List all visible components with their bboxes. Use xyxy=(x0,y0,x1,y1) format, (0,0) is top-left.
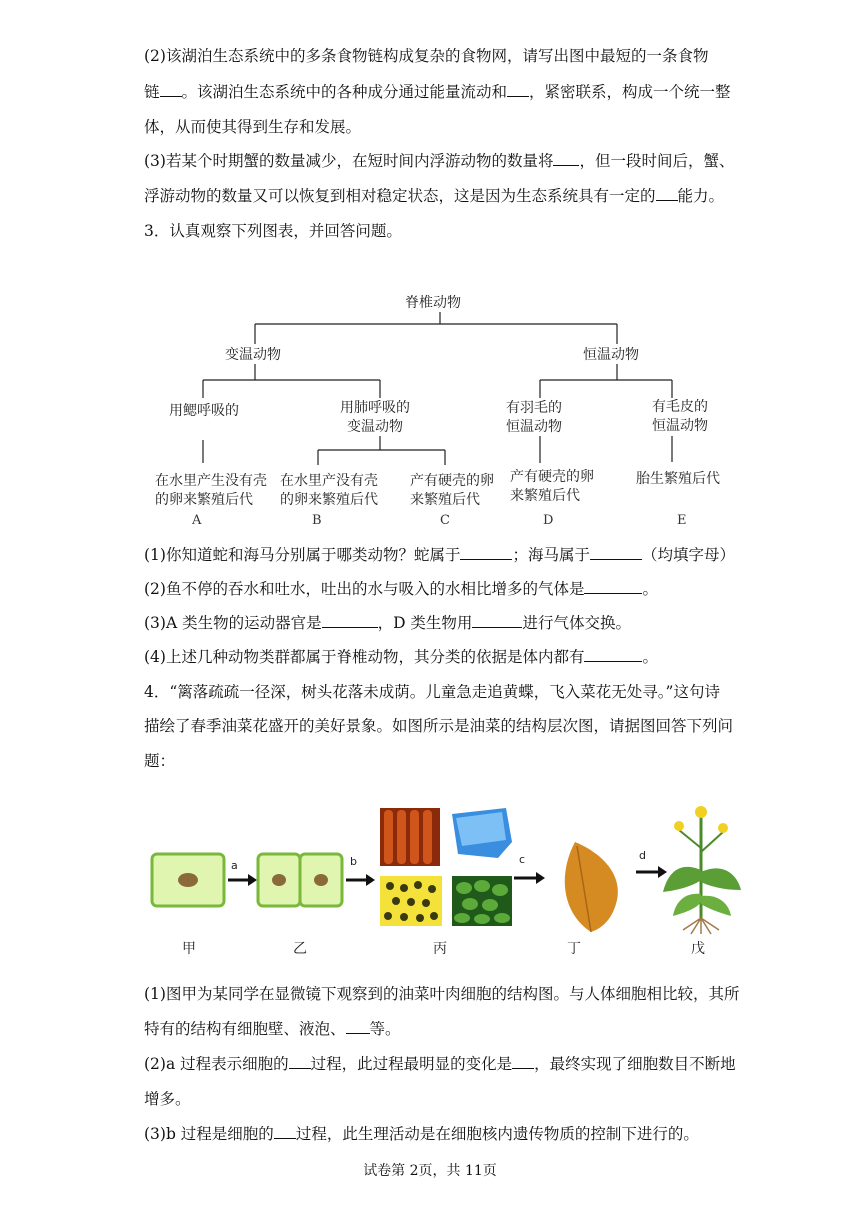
answer-blank[interactable] xyxy=(274,1124,296,1139)
label-c: C xyxy=(440,513,450,528)
arrow-c-label: c xyxy=(519,853,526,866)
node-warm-blooded: 恒温动物 xyxy=(583,347,639,363)
stage-bing-label: 丙 xyxy=(433,941,447,957)
answer-blank[interactable] xyxy=(512,1054,534,1069)
q4-part-3: (3)b 过程是细胞的 过程，此生理活动是在细胞核内遗传物质的控制下进行的。 xyxy=(144,1125,699,1143)
node-gill-breathing: 用鳃呼吸的 xyxy=(169,403,239,419)
arrow-b-label: b xyxy=(350,855,357,868)
leaf-c-desc: 产有硬壳的卵 来繁殖后代 xyxy=(410,473,494,508)
arrow-b-icon xyxy=(344,862,376,890)
q3-part-1: (1)你知道蛇和海马分别属于哪类动物？蛇属于 ；海马属于 （均填字母） xyxy=(144,546,735,564)
label-e: E xyxy=(677,513,687,528)
node-cold-blooded: 变温动物 xyxy=(225,347,281,363)
q2-line-4: (3)若某个时期蟹的数量减少，在短时间内浮游动物的数量将 ，但一段时间后，蟹、 xyxy=(144,152,735,170)
stage-yi-label: 乙 xyxy=(293,941,307,957)
q4-part-2-line-1: (2)a 过程表示细胞的 过程，此过程最明显的变化是 ，最终实现了细胞数目不断地 xyxy=(144,1055,736,1073)
q4-part-1-line-2: 特有的结构有细胞壁、液泡、 等。 xyxy=(144,1020,401,1038)
answer-blank[interactable] xyxy=(322,613,378,628)
node-furred: 有毛皮的 恒温动物 xyxy=(652,399,708,434)
answer-blank[interactable] xyxy=(472,613,522,628)
page-footer: 试卷第 2页，共 11页 xyxy=(363,1163,497,1179)
rapeseed-plant-image xyxy=(657,800,745,936)
answer-blank[interactable] xyxy=(346,1019,370,1034)
answer-blank[interactable] xyxy=(584,647,642,662)
q3-part-2: (2)鱼不停的吞水和吐水，吐出的水与吸入的水相比增多的气体是 。 xyxy=(144,580,658,598)
leaf-a-desc: 在水里产生没有壳 的卵来繁殖后代 xyxy=(155,473,267,508)
leaf-b-desc: 在水里产没有壳 的卵来繁殖后代 xyxy=(280,473,378,508)
label-b: B xyxy=(312,513,322,528)
stage-wu-label: 戊 xyxy=(691,941,705,957)
stage-ding-label: 丁 xyxy=(567,941,581,957)
tree-lines xyxy=(0,0,860,540)
arrow-a-label: a xyxy=(231,859,238,872)
node-lung-breathing: 用肺呼吸的 变温动物 xyxy=(340,400,410,435)
label-d: D xyxy=(543,513,554,528)
arrow-c-icon xyxy=(512,860,546,888)
q2-line-3: 体，从而使其得到生存和发展。 xyxy=(144,118,362,136)
single-cell-image xyxy=(150,850,230,910)
q4-part-2-line-2: 增多。 xyxy=(144,1090,191,1108)
q4-line-1: 4．“篱落疏疏一径深，树头花落未成荫。儿童急走追黄蝶，飞入菜花无处寻。”这句诗 xyxy=(144,683,720,701)
leaf-d-desc: 产有硬壳的卵 来繁殖后代 xyxy=(510,469,594,504)
arrow-d-label: d xyxy=(639,849,646,862)
q3-part-4: (4)上述几种动物类群都属于脊椎动物，其分类的依据是体内都有 。 xyxy=(144,648,658,666)
q4-line-3: 题： xyxy=(144,752,176,770)
q3-stem: 3．认真观察下列图表，并回答问题。 xyxy=(144,222,402,240)
leaf-image xyxy=(555,836,627,936)
label-a: A xyxy=(192,513,202,528)
q4-part-1-line-1: (1)图甲为某同学在显微镜下观察到的油菜叶肉细胞的结构图。与人体细胞相比较，其所 xyxy=(144,985,740,1003)
answer-blank[interactable] xyxy=(590,545,642,560)
q2-line-5: 浮游动物的数量又可以恢复到相对稳定状态，这是因为生态系统具有一定的 能力。 xyxy=(144,187,725,205)
q4-line-2: 描绘了春季油菜花盛开的美好景象。如图所示是油菜的结构层次图，请据图回答下列问 xyxy=(144,717,734,735)
divided-cells-image xyxy=(256,850,346,910)
leaf-e-desc: 胎生繁殖后代 xyxy=(636,471,720,487)
node-feathered: 有羽毛的 恒温动物 xyxy=(506,400,562,435)
answer-blank[interactable] xyxy=(289,1054,311,1069)
q2-line-1: (2)该湖泊生态系统中的多条食物链构成复杂的食物网，请写出图中最短的一条食物 xyxy=(144,47,709,65)
q2-line-2: 链 。该湖泊生态系统中的各种成分通过能量流动和 ，紧密联系，构成一个统一整 xyxy=(144,83,731,101)
answer-blank[interactable] xyxy=(584,579,642,594)
answer-blank[interactable] xyxy=(460,545,512,560)
q3-part-3: (3)A 类生物的运动器官是 ，D 类生物用 进行气体交换。 xyxy=(144,614,631,632)
stage-jia-label: 甲 xyxy=(182,941,196,957)
tissues-image xyxy=(378,806,514,930)
node-vertebrates: 脊椎动物 xyxy=(405,295,461,311)
